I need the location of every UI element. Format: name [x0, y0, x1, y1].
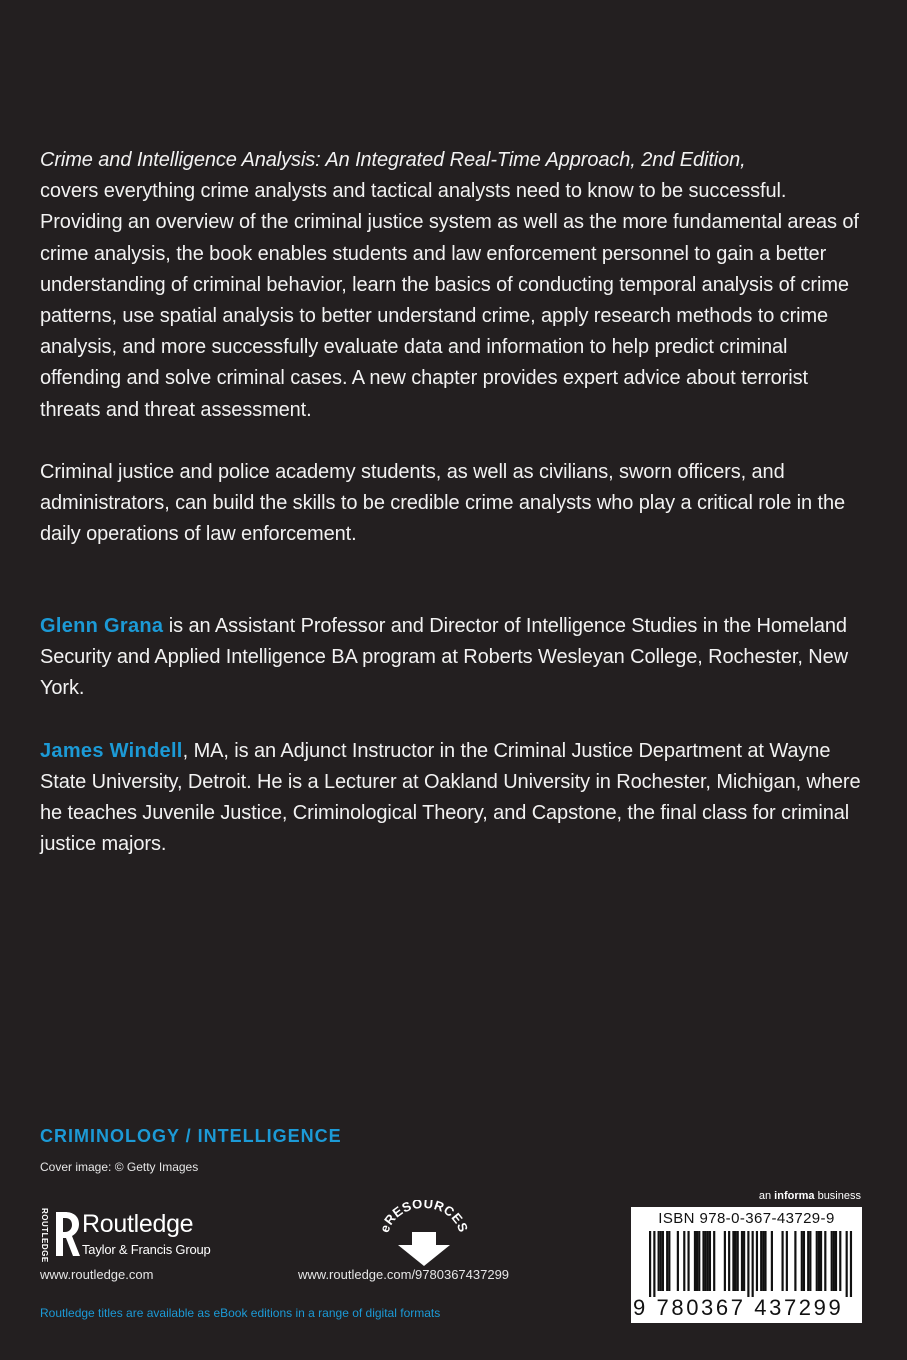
barcode-bar — [702, 1231, 704, 1291]
barcode-bar — [801, 1231, 803, 1291]
barcode-bar — [666, 1231, 668, 1291]
author-bio-grana — [40, 611, 870, 705]
description-paragraph-2: Criminal justice and police academy students, as well as civilians, sworn officers, and administrators, can build the skills to be credible crime analysts who play a critical role in the daily operations of law enforcement. — [40, 460, 846, 546]
publisher-name: Routledge — [82, 1210, 194, 1238]
barcode-bar — [709, 1231, 711, 1291]
barcode-bar — [662, 1231, 664, 1291]
author-bio-text: is an Assistant Professor and Director of Intelligence Studies in the Homeland Security and Applied Intelligence BA program at Roberts Wesleyan College, Rochester, New York. — [40, 615, 848, 700]
informa-tagline: an informa business — [758, 1190, 861, 1202]
publisher-url[interactable]: www.routledge.com — [40, 1267, 154, 1282]
barcode-bar — [781, 1231, 783, 1291]
barcode-bar — [698, 1231, 700, 1291]
svg-text:eRESOURCES: eRESOURCES — [378, 1200, 470, 1235]
barcode-bar — [835, 1231, 837, 1291]
publisher-group: Taylor & Francis Group — [82, 1242, 211, 1257]
book-title: Crime and Intelligence Analysis: An Integrated Real-Time Approach, 2nd Edition, — [40, 149, 746, 171]
informa-brand: informa — [774, 1190, 815, 1202]
barcode-bar — [807, 1231, 809, 1291]
barcode-bar — [687, 1231, 689, 1291]
author-bio-text: , MA, is an Adjunct Instructor in the Criminal Justice Department at Wayne State University, Detroit. He is a Lecturer at Oakland University in Rochester, Michigan, where he teaches Juvenile Justice, Criminological Theory, and Capstone, the final class for criminal justice majors. — [40, 739, 861, 856]
barcode-bar — [747, 1231, 749, 1297]
barcode-bar — [668, 1231, 670, 1291]
book-description — [40, 145, 870, 581]
barcode-bar — [850, 1231, 852, 1297]
barcode-bar — [677, 1231, 679, 1291]
barcode-bar — [833, 1231, 835, 1291]
description-paragraph-1 — [40, 145, 870, 426]
barcode-bar — [764, 1231, 766, 1291]
barcode-bar — [737, 1231, 739, 1291]
barcode-bar — [803, 1231, 805, 1291]
barcode-bar — [713, 1231, 715, 1291]
barcode-bar — [660, 1231, 662, 1291]
barcode-bar — [839, 1231, 841, 1291]
author-bios — [40, 611, 870, 891]
barcode-bar — [831, 1231, 833, 1291]
author-name: Glenn Grana — [40, 615, 164, 637]
barcode-bar — [696, 1231, 698, 1291]
barcode-bar — [728, 1231, 730, 1291]
barcode-bar — [683, 1231, 685, 1291]
subject-category: CRIMINOLOGY / INTELLIGENCE — [40, 1126, 342, 1146]
ebook-note: Routledge titles are available as eBook editions in a range of digital formats — [40, 1306, 441, 1320]
barcode-bar — [794, 1231, 796, 1291]
routledge-logo — [38, 1208, 238, 1262]
barcode-bar — [846, 1231, 848, 1297]
description-text-1: covers everything crime analysts and tactical analysts need to know to be successful. Providing an overview of the criminal justice system as well as the more fundamental areas of crime analysis, the book enables students and law enforcement personnel to gain a better understanding of criminal behavior, learn the basics of conducting temporal analysis of crime patterns, use spatial analysis to better understand crime, apply research methods to crime analysis, and more successfully evaluate data and information to help predict criminal offending and solve criminal cases. A new chapter provides expert advice about terrorist threats and threat assessment. — [40, 180, 859, 421]
barcode-bar — [762, 1231, 764, 1291]
barcode-bar — [820, 1231, 822, 1291]
routledge-vertical-wordmark: ROUTLEDGE — [40, 1208, 49, 1263]
barcode-bar — [743, 1231, 745, 1291]
author-bio-windell — [40, 736, 870, 861]
barcode-bar — [809, 1231, 811, 1291]
barcode-bar — [752, 1231, 754, 1297]
barcode-bar — [694, 1231, 696, 1291]
barcode-digits: 9 780367 437299 — [633, 1295, 844, 1320]
barcode-bar — [771, 1231, 773, 1291]
barcode-bar — [734, 1231, 736, 1291]
barcode-bar — [649, 1231, 651, 1297]
barcode-bars — [637, 1231, 856, 1297]
author-name: James Windell — [40, 739, 183, 762]
eresources-url[interactable]: www.routledge.com/9780367437299 — [298, 1267, 510, 1282]
eresources-logo — [378, 1200, 470, 1270]
barcode-bar — [760, 1231, 762, 1291]
barcode-bar — [816, 1231, 818, 1291]
barcode-bar — [786, 1231, 788, 1291]
barcode-bar — [658, 1231, 660, 1291]
routledge-r-icon — [52, 1208, 80, 1260]
barcode-bar — [707, 1231, 709, 1291]
barcode-bar — [756, 1231, 758, 1291]
barcode-bar — [705, 1231, 707, 1291]
eresources-download-icon — [378, 1200, 470, 1270]
isbn-label: ISBN 978-0-367-43729-9 — [658, 1210, 835, 1227]
barcode-bar — [653, 1231, 655, 1297]
isbn-barcode — [631, 1207, 862, 1323]
barcode-bar — [724, 1231, 726, 1291]
barcode-bar — [732, 1231, 734, 1291]
barcode-bar — [824, 1231, 826, 1291]
barcode-bar — [741, 1231, 743, 1291]
cover-credit: Cover image: © Getty Images — [40, 1160, 199, 1174]
barcode-bar — [818, 1231, 820, 1291]
